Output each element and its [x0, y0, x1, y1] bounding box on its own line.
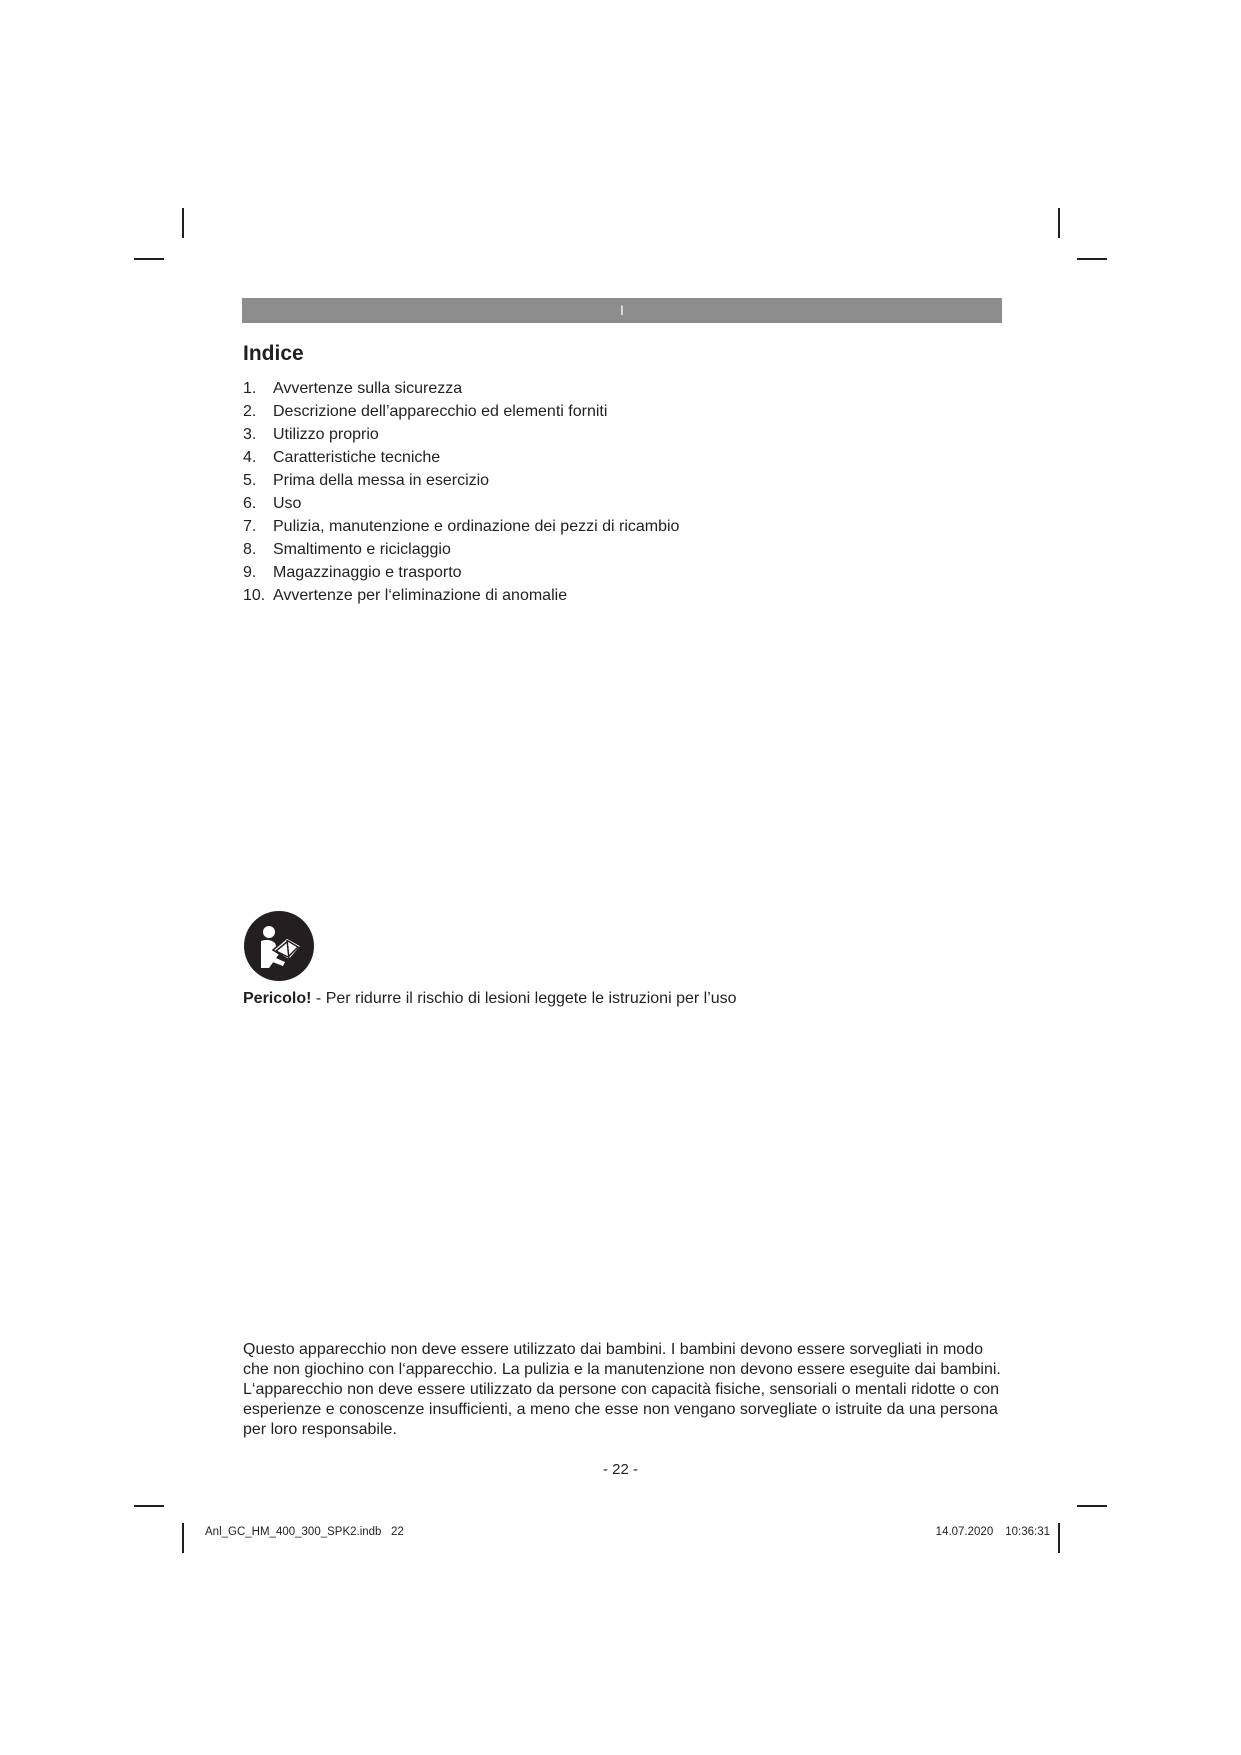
footer-date: 14.07.2020: [935, 1526, 994, 1538]
toc-item: 3. Utilizzo proprio: [243, 426, 379, 443]
safety-paragraph: Questo apparecchio non deve essere utilizzato dai bambini. I bambini devono essere sorvegliati in modo che non giochino con l‘apparecchio. La pulizia e la manutenzione non devono essere eseguite dai bambini. L‘apparecchio non deve essere utilizzato da persone con capacità fisiche, sensoriali o mentali ridotte o con esperienze e conoscenze insufficienti, a meno che esse non vengano sorvegliate o istruite da una persona per loro responsabile.: [243, 1341, 1001, 1438]
crop-mark: [134, 1505, 164, 1507]
toc-item: 8. Smaltimento e riciclaggio: [243, 541, 451, 558]
toc-item: 6. Uso: [243, 495, 302, 512]
crop-mark: [1077, 1505, 1107, 1507]
crop-mark: [1058, 1523, 1060, 1553]
warning-label: Pericolo!: [243, 990, 312, 1007]
toc-item: 1. Avvertenze sulla sicurezza: [243, 380, 463, 397]
crop-mark: [182, 1523, 184, 1553]
page-number: - 22 -: [602, 1461, 638, 1478]
toc-item: 10. Avvertenze per l‘eliminazione di anomalie: [243, 587, 568, 604]
warning-text: [243, 988, 737, 1010]
language-marker: I: [620, 302, 624, 318]
crop-mark: [182, 208, 184, 238]
language-header-bar: [242, 298, 1002, 323]
footer-time: 10:36:31: [1005, 1526, 1050, 1538]
toc-item: 4. Caratteristiche tecniche: [243, 449, 441, 466]
crop-mark: [1058, 208, 1060, 238]
footer-file: Anl_GC_HM_400_300_SPK2.indb 22: [205, 1526, 404, 1538]
footer-timestamp: [900, 1525, 1050, 1539]
crop-mark: [134, 258, 164, 260]
read-manual-icon: [243, 910, 315, 982]
crop-mark: [1077, 258, 1107, 260]
warning-message: - Per ridurre il rischio di lesioni leggete le istruzioni per l’uso: [311, 990, 737, 1007]
toc-item: 5. Prima della messa in esercizio: [243, 472, 490, 489]
toc-item: 7. Pulizia, manutenzione e ordinazione dei pezzi di ricambio: [243, 518, 680, 535]
toc-item: 2. Descrizione dell’apparecchio ed elementi forniti: [243, 403, 608, 420]
toc-item: 9. Magazzinaggio e trasporto: [243, 564, 462, 581]
toc-title: Indice: [243, 342, 304, 365]
toc-list: [243, 377, 679, 607]
